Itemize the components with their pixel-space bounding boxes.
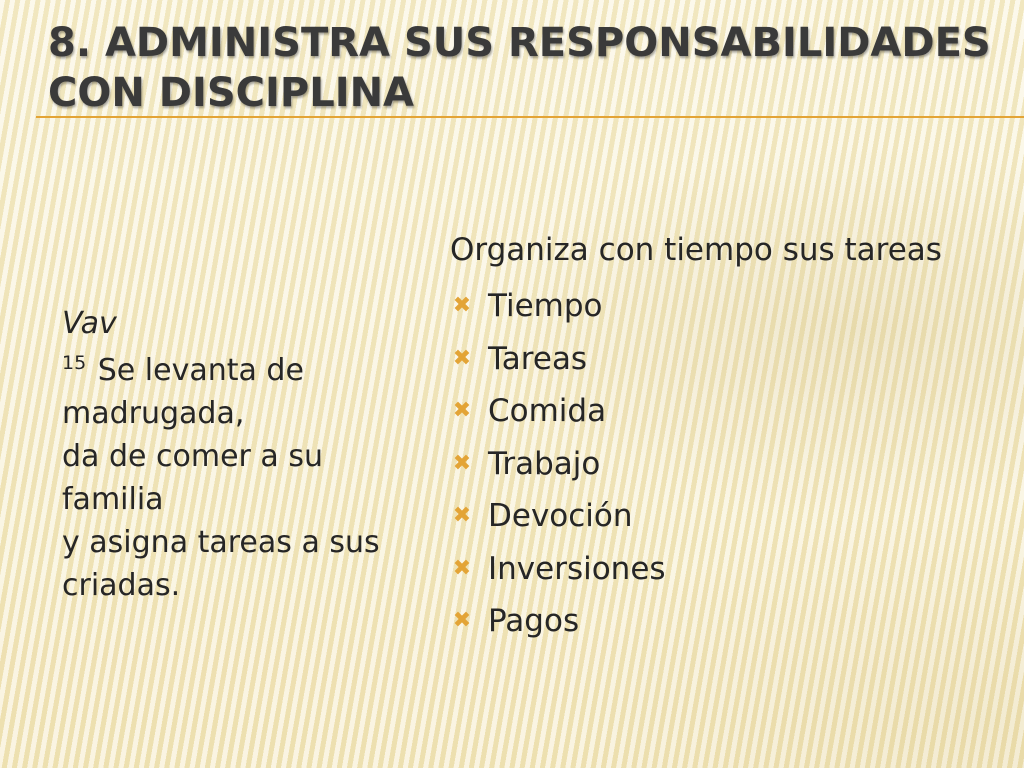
content-intro: Organiza con tiempo sus tareas: [450, 232, 942, 268]
x-mark-bullet-icon: ✖: [452, 345, 472, 371]
content-column: [450, 228, 970, 648]
list-item-label: Tareas: [488, 340, 588, 377]
list-item: [450, 438, 970, 491]
bullet-list: [450, 280, 970, 648]
scripture-book: Vav: [62, 306, 117, 341]
list-item: [450, 490, 970, 543]
list-item-label: Tiempo: [488, 288, 603, 325]
x-mark-bullet-icon: ✖: [452, 608, 472, 634]
slide-title: 8. ADMINISTRA SUS RESPONSABILIDADES CON DISCIPLINA: [48, 20, 991, 116]
list-item: [450, 333, 970, 386]
scripture-line: [62, 349, 382, 435]
list-item: [450, 543, 970, 596]
x-mark-bullet-icon: ✖: [452, 503, 472, 529]
list-item-label: Comida: [488, 393, 607, 430]
list-item-label: Pagos: [488, 603, 580, 640]
x-mark-bullet-icon: ✖: [452, 398, 472, 424]
scripture-line: da de comer a su familia: [62, 439, 323, 517]
list-item: [450, 385, 970, 438]
scripture-passage: [62, 302, 382, 607]
list-item-label: Devoción: [488, 498, 633, 535]
list-item: [450, 595, 970, 648]
x-mark-bullet-icon: ✖: [452, 450, 472, 476]
x-mark-bullet-icon: ✖: [452, 555, 472, 581]
list-item-label: Trabajo: [488, 445, 601, 482]
scripture-line: y asigna tareas a sus criadas.: [62, 525, 380, 603]
x-mark-bullet-icon: ✖: [452, 293, 472, 319]
title-underline: [36, 116, 1024, 118]
list-item: [450, 280, 970, 333]
list-item-label: Inversiones: [488, 550, 666, 587]
scripture-line-text: Se levanta de madrugada,: [62, 353, 304, 431]
verse-number: 15: [62, 352, 87, 374]
